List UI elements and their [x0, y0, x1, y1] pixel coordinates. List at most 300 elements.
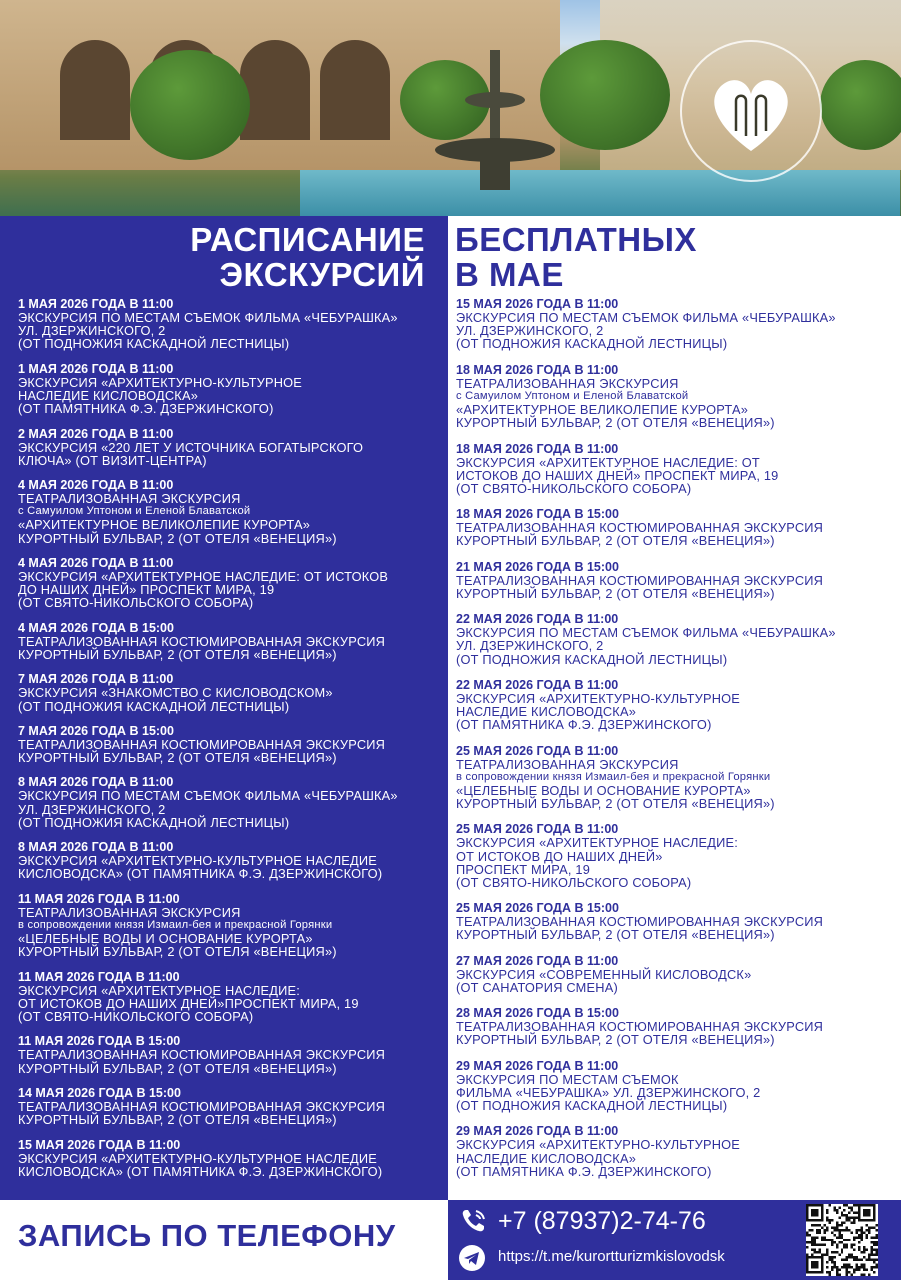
qr-module [871, 1236, 873, 1238]
qr-module [821, 1226, 823, 1228]
qr-module [873, 1254, 875, 1256]
schedule-item-date: 27 МАЯ 2026 ГОДА В 11:00 [456, 953, 619, 968]
qr-module [811, 1229, 813, 1231]
qr-module [858, 1266, 860, 1268]
qr-module [828, 1259, 830, 1261]
qr-module [836, 1236, 838, 1238]
schedule-item [18, 673, 438, 712]
qr-module [848, 1264, 850, 1266]
schedule-item-date: 4 МАЯ 2026 ГОДА В 11:00 [18, 478, 174, 493]
qr-module [846, 1226, 848, 1228]
qr-module [828, 1274, 830, 1276]
qr-module [861, 1236, 863, 1238]
qr-module [871, 1259, 873, 1261]
schedule-item-line: «АРХИТЕКТУРНОЕ ВЕЛИКОЛЕПИЕ КУРОРТА» [456, 402, 749, 418]
qr-module [831, 1259, 833, 1261]
qr-module [806, 1231, 808, 1233]
qr-module [846, 1229, 848, 1231]
qr-module [851, 1274, 853, 1276]
qr-module [861, 1251, 863, 1253]
qr-module [848, 1239, 850, 1241]
qr-module [838, 1269, 840, 1271]
qr-module [858, 1246, 860, 1248]
qr-module [866, 1236, 868, 1238]
qr-module [853, 1269, 855, 1271]
qr-module [826, 1271, 828, 1273]
qr-module [861, 1231, 863, 1233]
schedule-item-line: «ЦЕЛЕБНЫЕ ВОДЫ И ОСНОВАНИЕ КУРОРТА» [18, 931, 313, 947]
qr-module [861, 1229, 863, 1231]
schedule-item-date: 15 МАЯ 2026 ГОДА В 11:00 [456, 297, 619, 311]
schedule-item-line: ЭКСКУРСИЯ ПО МЕСТАМ СЪЕМОК ФИЛЬМА «ЧЕБУРАШКА» [456, 310, 836, 325]
schedule-item [456, 679, 896, 732]
qr-module [861, 1274, 863, 1276]
qr-module [811, 1254, 813, 1256]
schedule-item-date: 22 МАЯ 2026 ГОДА В 11:00 [456, 612, 619, 627]
schedule-item-line: КУРОРТНЫЙ БУЛЬВАР, 2 (ОТ ОТЕЛЯ «ВЕНЕЦИЯ») [456, 585, 775, 601]
qr-module [868, 1226, 870, 1228]
qr-module [833, 1209, 835, 1211]
qr-module [856, 1266, 858, 1268]
qr-module [873, 1241, 875, 1243]
qr-module [848, 1211, 850, 1213]
qr-module [876, 1241, 878, 1243]
schedule-item-line: ТЕАТРАЛИЗОВАННАЯ КОСТЮМИРОВАННАЯ ЭКСКУРСИЯ [456, 572, 824, 588]
schedule-item [456, 298, 896, 351]
qr-module [833, 1226, 835, 1228]
qr-module [866, 1229, 868, 1231]
schedule-item-line: КИСЛОВОДСКА» (ОТ ПАМЯТНИКА Ф.Э. ДЗЕРЖИНСКОГО) [18, 1163, 383, 1179]
qr-module [873, 1249, 875, 1251]
qr-module [848, 1206, 850, 1208]
qr-module [871, 1249, 873, 1251]
qr-module [853, 1219, 855, 1221]
schedule-item-line: КУРОРТНЫЙ БУЛЬВАР, 2 (ОТ ОТЕЛЯ «ВЕНЕЦИЯ») [18, 646, 337, 662]
qr-module [841, 1259, 843, 1261]
qr-module [836, 1269, 838, 1271]
qr-module [841, 1211, 843, 1213]
schedule-item-date: 29 МАЯ 2026 ГОДА В 11:00 [456, 1058, 619, 1073]
tree [130, 50, 250, 160]
qr-module [846, 1246, 848, 1248]
qr-module [861, 1259, 863, 1261]
schedule-item-line: УЛ. ДЗЕРЖИНСКОГО, 2 [18, 801, 166, 817]
schedule-item-line: ЭКСКУРСИЯ «АРХИТЕКТУРНО-КУЛЬТУРНОЕ НАСЛЕДИЕ [18, 1150, 378, 1166]
qr-module [828, 1271, 830, 1273]
qr-module [836, 1271, 838, 1273]
qr-module [833, 1256, 835, 1258]
qr-module [833, 1241, 835, 1243]
qr-module [811, 1244, 813, 1246]
qr-module [858, 1259, 860, 1261]
qr-module [833, 1264, 835, 1266]
qr-module [841, 1224, 843, 1226]
qr-module [861, 1234, 863, 1236]
schedule-item [456, 561, 896, 600]
qr-module [823, 1239, 825, 1241]
qr-module [876, 1254, 878, 1256]
qr-module [836, 1209, 838, 1211]
qr-module [838, 1224, 840, 1226]
qr-module [851, 1206, 853, 1208]
qr-module [808, 1234, 810, 1236]
schedule-item-line: ТЕАТРАЛИЗОВАННАЯ ЭКСКУРСИЯ [18, 491, 241, 507]
qr-module [836, 1226, 838, 1228]
schedule-item-line: НАСЛЕДИЕ КИСЛОВОДСКА» [456, 1150, 637, 1166]
schedule-item-line: ЭКСКУРСИЯ «АРХИТЕКТУРНОЕ НАСЛЕДИЕ: ОТ ИСТОКОВ [18, 569, 389, 585]
schedule-item-date: 28 МАЯ 2026 ГОДА В 15:00 [456, 1006, 619, 1021]
qr-module [856, 1259, 858, 1261]
qr-module [818, 1231, 820, 1233]
schedule-item-line: ТЕАТРАЛИЗОВАННАЯ ЭКСКУРСИЯ [456, 756, 679, 772]
qr-module [838, 1231, 840, 1233]
qr-module [818, 1244, 820, 1246]
qr-module [846, 1204, 848, 1206]
schedule-item-line: ЭКСКУРСИЯ ПО МЕСТАМ СЪЕМОК ФИЛЬМА «ЧЕБУРАШКА» [18, 310, 398, 325]
qr-module [816, 1236, 818, 1238]
schedule-item-line: (ОТ СВЯТО-НИКОЛЬСКОГО СОБОРА) [18, 1009, 254, 1025]
qr-module [858, 1269, 860, 1271]
qr-module [811, 1239, 813, 1241]
qr-module [816, 1229, 818, 1231]
qr-module [816, 1251, 818, 1253]
schedule-item [456, 364, 896, 430]
qr-module [848, 1271, 850, 1273]
qr-module [871, 1251, 873, 1253]
schedule-item-date: 18 МАЯ 2026 ГОДА В 11:00 [456, 441, 619, 456]
qr-module [843, 1209, 845, 1211]
qr-module [836, 1244, 838, 1246]
qr-module [856, 1211, 858, 1213]
qr-module [863, 1209, 870, 1216]
schedule-item [18, 725, 438, 764]
qr-module [826, 1249, 828, 1251]
qr-module [876, 1266, 878, 1268]
kislovodsk-logo [676, 36, 826, 186]
schedule-item-date: 18 МАЯ 2026 ГОДА В 15:00 [456, 507, 619, 522]
qr-module [826, 1239, 828, 1241]
qr-module [853, 1259, 855, 1261]
schedule-item [456, 508, 896, 547]
qr-module [873, 1236, 875, 1238]
qr-module [851, 1209, 853, 1211]
schedule-item [456, 955, 896, 994]
qr-module [866, 1259, 868, 1261]
telegram-icon [458, 1244, 486, 1272]
qr-module [868, 1274, 870, 1276]
schedule-item-date: 4 МАЯ 2026 ГОДА В 11:00 [18, 556, 174, 571]
qr-module [833, 1206, 835, 1208]
qr-module [853, 1204, 855, 1206]
qr-module [816, 1231, 818, 1233]
schedule-item-line: КУРОРТНЫЙ БУЛЬВАР, 2 (ОТ ОТЕЛЯ «ВЕНЕЦИЯ») [18, 1112, 337, 1128]
qr-module [853, 1221, 855, 1223]
schedule-item-line: ОТ ИСТОКОВ ДО НАШИХ ДНЕЙ»ПРОСПЕКТ МИРА, 19 [18, 995, 359, 1011]
schedule-item-line: ТЕАТРАЛИЗОВАННАЯ КОСТЮМИРОВАННАЯ ЭКСКУРСИЯ [456, 520, 824, 536]
schedule-item [456, 613, 896, 666]
schedule-item-date: 8 МАЯ 2026 ГОДА В 11:00 [18, 775, 174, 790]
title-right-line1: БЕСПЛАТНЫХ [455, 221, 697, 258]
schedule-item-line: ТЕАТРАЛИЗОВАННАЯ ЭКСКУРСИЯ [456, 375, 679, 391]
schedule-item-line: (ОТ ПАМЯТНИКА Ф.Э. ДЗЕРЖИНСКОГО) [456, 1163, 712, 1179]
qr-module [831, 1266, 833, 1268]
qr-module [858, 1241, 860, 1243]
qr-module [833, 1261, 835, 1263]
schedule-item-line: ЭКСКУРСИЯ «АРХИТЕКТУРНО-КУЛЬТУРНОЕ [18, 374, 303, 390]
qr-module [813, 1244, 815, 1246]
schedule-item-line: ТЕАТРАЛИЗОВАННАЯ КОСТЮМИРОВАННАЯ ЭКСКУРСИЯ [456, 914, 824, 930]
schedule-item [456, 1125, 896, 1178]
qr-module [833, 1234, 835, 1236]
qr-module [828, 1221, 830, 1223]
qr-module [833, 1251, 835, 1253]
telegram-link[interactable]: https://t.me/kurortturizmkislovodsk [498, 1248, 725, 1265]
schedule-item [18, 298, 438, 351]
qr-module [831, 1241, 833, 1243]
schedule-item-date: 1 МАЯ 2026 ГОДА В 11:00 [18, 297, 174, 311]
qr-module [871, 1226, 873, 1228]
schedule-item-date: 11 МАЯ 2026 ГОДА В 11:00 [18, 891, 180, 906]
schedule-item-line: с Самуилом Уптоном и Еленой Блаватской [456, 389, 689, 402]
qr-module [848, 1219, 850, 1221]
qr-module [868, 1256, 870, 1258]
qr-module [863, 1251, 865, 1253]
qr-module [826, 1229, 828, 1231]
qr-module [833, 1266, 835, 1268]
qr-module [848, 1254, 850, 1256]
schedule-item [18, 1139, 438, 1178]
schedule-item [18, 479, 438, 545]
qr-module [846, 1239, 848, 1241]
qr-module [873, 1266, 875, 1268]
qr-module [808, 1241, 810, 1243]
qr-module [856, 1204, 858, 1206]
qr-module [861, 1266, 863, 1268]
qr-module [866, 1234, 868, 1236]
schedule-item [18, 428, 438, 467]
qr-module [856, 1229, 858, 1231]
qr-module [821, 1239, 823, 1241]
qr-module [841, 1214, 843, 1216]
qr-module [863, 1249, 865, 1251]
qr-module [836, 1246, 838, 1248]
title-left-line2: ЭКСКУРСИЙ [219, 256, 425, 293]
qr-module [853, 1236, 855, 1238]
schedule-item [18, 841, 438, 880]
schedule-item-line: УЛ. ДЗЕРЖИНСКОГО, 2 [456, 323, 604, 339]
schedule-item-line: (ОТ ПАМЯТНИКА Ф.Э. ДЗЕРЖИНСКОГО) [18, 401, 274, 417]
qr-module [846, 1274, 848, 1276]
schedule-item-date: 15 МАЯ 2026 ГОДА В 11:00 [18, 1137, 181, 1152]
qr-module [823, 1231, 825, 1233]
schedule-item-line: (ОТ ПОДНОЖИЯ КАСКАДНОЙ ЛЕСТНИЦЫ) [18, 698, 290, 714]
schedule-item-line: ЭКСКУРСИЯ «АРХИТЕКТУРНОЕ НАСЛЕДИЕ: ОТ [456, 454, 760, 470]
title-left-line1: РАСПИСАНИЕ [190, 221, 425, 258]
qr-code[interactable] [806, 1204, 878, 1276]
qr-module [866, 1269, 868, 1271]
qr-module [856, 1216, 858, 1218]
qr-module [808, 1229, 810, 1231]
schedule-item-date: 11 МАЯ 2026 ГОДА В 11:00 [18, 969, 180, 984]
qr-module [848, 1216, 850, 1218]
qr-module [868, 1254, 870, 1256]
qr-module [868, 1231, 870, 1233]
qr-module [843, 1264, 845, 1266]
phone-icon [458, 1206, 488, 1236]
schedule-item-line: ОТ ИСТОКОВ ДО НАШИХ ДНЕЙ» [456, 848, 663, 864]
title-right [455, 222, 697, 292]
schedule-item-line: ИСТОКОВ ДО НАШИХ ДНЕЙ» ПРОСПЕКТ МИРА, 19 [456, 467, 779, 483]
schedule-item [18, 363, 438, 416]
qr-module [831, 1231, 833, 1233]
qr-module [811, 1209, 818, 1216]
qr-module [821, 1254, 823, 1256]
qr-module [853, 1256, 855, 1258]
footer-call-panel [0, 1200, 448, 1280]
qr-module [843, 1214, 845, 1216]
schedule-item [456, 823, 896, 889]
qr-module [851, 1246, 853, 1248]
qr-module [826, 1211, 828, 1213]
schedule-item-line: (ОТ ПОДНОЖИЯ КАСКАДНОЙ ЛЕСТНИЦЫ) [18, 336, 290, 352]
schedule-item [18, 971, 438, 1024]
qr-module [848, 1266, 850, 1268]
schedule-item-date: 1 МАЯ 2026 ГОДА В 11:00 [18, 361, 174, 376]
qr-module [843, 1204, 845, 1206]
schedule-item [18, 776, 438, 829]
title-left [190, 222, 425, 292]
qr-module [828, 1204, 830, 1206]
qr-module [821, 1244, 823, 1246]
qr-module [838, 1274, 840, 1276]
schedule-item-line: ЭКСКУРСИЯ «АРХИТЕКТУРНО-КУЛЬТУРНОЕ [456, 1137, 741, 1153]
qr-module [868, 1259, 870, 1261]
qr-module [846, 1266, 848, 1268]
qr-module [866, 1224, 868, 1226]
qr-module [876, 1229, 878, 1231]
qr-module [823, 1229, 825, 1231]
qr-module [838, 1234, 840, 1236]
qr-module [836, 1211, 838, 1213]
qr-module [831, 1251, 833, 1253]
schedule-item-line: КУРОРТНЫЙ БУЛЬВАР, 2 (ОТ ОТЕЛЯ «ВЕНЕЦИЯ») [456, 1032, 775, 1048]
schedule-item-line: ЭКСКУРСИЯ «АРХИТЕКТУРНО-КУЛЬТУРНОЕ НАСЛЕДИЕ [18, 853, 378, 869]
schedule-item-line: ЭКСКУРСИЯ «АРХИТЕКТУРНО-КУЛЬТУРНОЕ [456, 690, 741, 706]
qr-module [823, 1236, 825, 1238]
schedule-item [18, 1035, 438, 1074]
schedule-item [18, 622, 438, 661]
schedule-item-line: (ОТ СВЯТО-НИКОЛЬСКОГО СОБОРА) [456, 480, 692, 496]
qr-module [846, 1259, 848, 1261]
qr-module [841, 1266, 843, 1268]
qr-module [831, 1239, 833, 1241]
qr-module [826, 1254, 828, 1256]
qr-module [841, 1249, 843, 1251]
schedule-item-line: ЭКСКУРСИЯ «ЗНАКОМСТВО С КИСЛОВОДСКОМ» [18, 685, 333, 701]
schedule-item-line: КУРОРТНЫЙ БУЛЬВАР, 2 (ОТ ОТЕЛЯ «ВЕНЕЦИЯ») [18, 1060, 337, 1076]
qr-module [838, 1241, 840, 1243]
schedule-item-line: «ЦЕЛЕБНЫЕ ВОДЫ И ОСНОВАНИЕ КУРОРТА» [456, 782, 751, 798]
schedule-item-line: (ОТ ПОДНОЖИЯ КАСКАДНОЙ ЛЕСТНИЦЫ) [18, 814, 290, 830]
qr-module [858, 1249, 860, 1251]
call-label: ЗАПИСЬ ПО ТЕЛЕФОНУ [18, 1218, 396, 1253]
qr-module [843, 1229, 845, 1231]
qr-module [858, 1229, 860, 1231]
schedule-item-line: КУРОРТНЫЙ БУЛЬВАР, 2 (ОТ ОТЕЛЯ «ВЕНЕЦИЯ») [456, 533, 775, 549]
qr-module [823, 1254, 825, 1256]
schedule-item-line: ТЕАТРАЛИЗОВАННАЯ ЭКСКУРСИЯ [18, 904, 241, 920]
qr-module [828, 1219, 830, 1221]
schedule-item-line: ЭКСКУРСИЯ ПО МЕСТАМ СЪЕМОК [456, 1071, 679, 1087]
qr-module [876, 1259, 878, 1261]
qr-module [811, 1249, 813, 1251]
qr-module [873, 1261, 875, 1263]
qr-module [838, 1236, 840, 1238]
qr-module [863, 1246, 865, 1248]
qr-module [871, 1246, 873, 1248]
schedule-item-line: в сопровождении князя Измаил-бея и прекрасной Горянки [18, 918, 333, 931]
schedule-item-date: 11 МАЯ 2026 ГОДА В 15:00 [18, 1034, 181, 1049]
schedule-item-date: 7 МАЯ 2026 ГОДА В 15:00 [18, 723, 174, 738]
schedule-item-date: 25 МАЯ 2026 ГОДА В 15:00 [456, 901, 619, 916]
qr-module [863, 1264, 865, 1266]
schedule-item-line: КУРОРТНЫЙ БУЛЬВАР, 2 (ОТ ОТЕЛЯ «ВЕНЕЦИЯ») [18, 944, 337, 960]
schedule-item-line: ТЕАТРАЛИЗОВАННАЯ КОСТЮМИРОВАННАЯ ЭКСКУРСИЯ [456, 1019, 824, 1035]
qr-module [848, 1229, 850, 1231]
qr-module [851, 1256, 853, 1258]
qr-module [853, 1271, 855, 1273]
schedule-item-line: ТЕАТРАЛИЗОВАННАЯ КОСТЮМИРОВАННАЯ ЭКСКУРСИЯ [18, 633, 386, 649]
schedule-item-line: (ОТ ПОДНОЖИЯ КАСКАДНОЙ ЛЕСТНИЦЫ) [456, 336, 728, 352]
qr-module [873, 1271, 875, 1273]
schedule-item-line: с Самуилом Уптоном и Еленой Блаватской [18, 505, 251, 518]
qr-module [876, 1249, 878, 1251]
schedule-item-line: КЛЮЧА» (ОТ ВИЗИТ-ЦЕНТРА) [18, 452, 207, 468]
qr-module [836, 1274, 838, 1276]
qr-module [846, 1244, 848, 1246]
qr-module [871, 1266, 873, 1268]
qr-module [813, 1224, 815, 1226]
qr-module [843, 1239, 845, 1241]
schedule-item-line: НАСЛЕДИЕ КИСЛОВОДСКА» [456, 704, 637, 720]
schedule-item-line: ДО НАШИХ ДНЕЙ» ПРОСПЕКТ МИРА, 19 [18, 582, 275, 598]
qr-module [841, 1241, 843, 1243]
qr-module [871, 1269, 873, 1271]
schedule-item-line: КУРОРТНЫЙ БУЛЬВАР, 2 (ОТ ОТЕЛЯ «ВЕНЕЦИЯ») [456, 927, 775, 943]
schedule-item [456, 1007, 896, 1046]
qr-module [831, 1269, 833, 1271]
qr-module [816, 1244, 818, 1246]
schedule-item-line: КУРОРТНЫЙ БУЛЬВАР, 2 (ОТ ОТЕЛЯ «ВЕНЕЦИЯ») [18, 530, 337, 546]
qr-module [813, 1239, 815, 1241]
schedule-item-line: ФИЛЬМА «ЧЕБУРАШКА» УЛ. ДЗЕРЖИНСКОГО, 2 [456, 1084, 761, 1100]
qr-module [876, 1224, 878, 1226]
qr-module [863, 1266, 865, 1268]
qr-module [806, 1234, 808, 1236]
qr-module [841, 1234, 843, 1236]
qr-module [831, 1226, 833, 1228]
qr-module [863, 1269, 865, 1271]
qr-module [831, 1219, 833, 1221]
qr-module [843, 1266, 845, 1268]
schedule-item-date: 25 МАЯ 2026 ГОДА В 11:00 [456, 822, 619, 837]
qr-module [876, 1251, 878, 1253]
qr-module [826, 1251, 828, 1253]
phone-number[interactable]: +7 (87937)2-74-76 [498, 1207, 706, 1235]
qr-module [843, 1221, 845, 1223]
qr-module [811, 1224, 813, 1226]
qr-module [863, 1274, 865, 1276]
